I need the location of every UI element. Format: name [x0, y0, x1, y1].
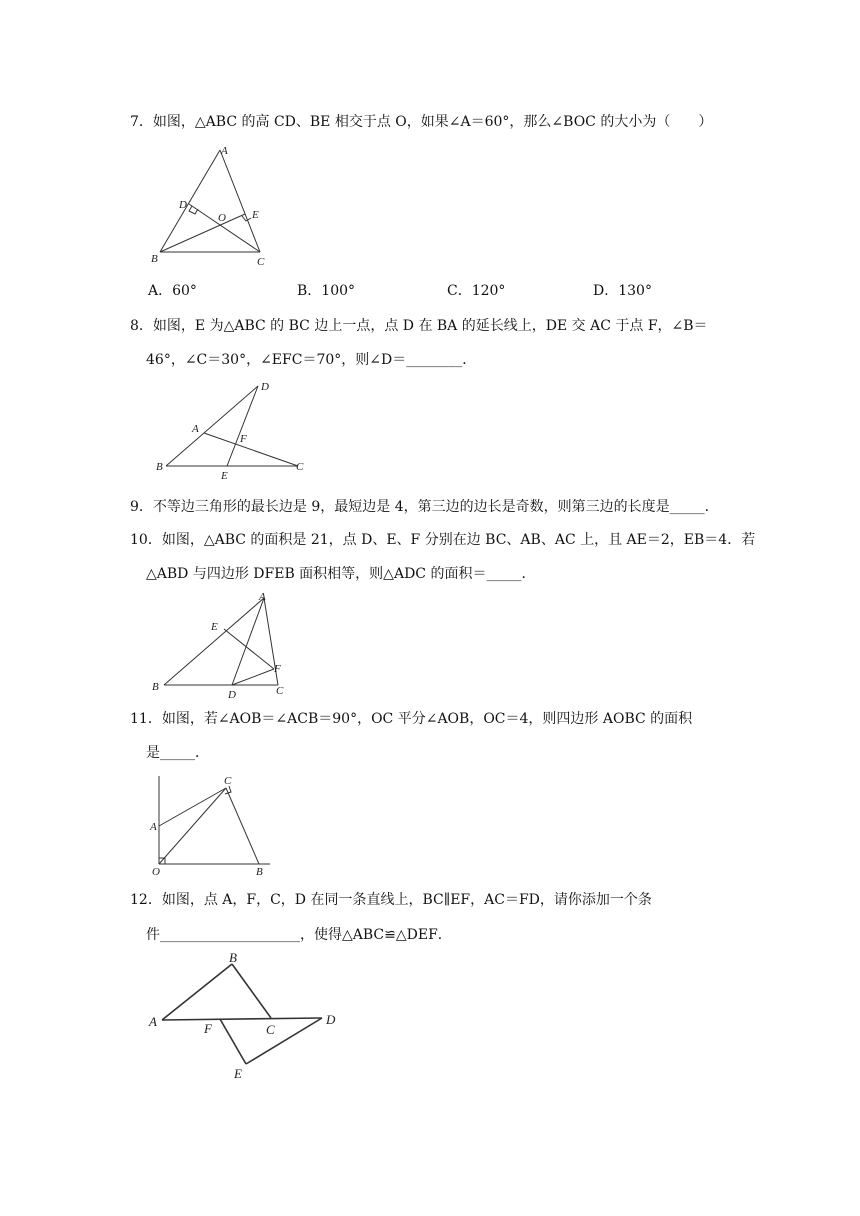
q7-choice-b[interactable]: B．100° — [297, 283, 356, 299]
q8-label-b: B — [156, 461, 163, 473]
q8-label-a: A — [192, 423, 199, 435]
q8-line-de — [227, 386, 258, 466]
q7-label-o: O — [218, 212, 226, 224]
q7-figure — [140, 138, 290, 274]
q9-text: 9．不等边三角形的最长边是 9，最短边是 4，第三边的边长是奇数，则第三边的长度是_____． — [130, 499, 719, 515]
q11-segment-oc — [159, 788, 226, 864]
q10-side-ab — [164, 598, 264, 685]
q7-side-ab — [160, 150, 220, 252]
q11-right-angle-c — [225, 786, 231, 794]
q8-text-line1: 8．如图，E 为△ABC 的 BC 边上一点，点 D 在 BA 的延长线上，DE 交 AC 于点 F，∠B＝ — [130, 318, 708, 334]
q10-label-a: A — [259, 591, 266, 603]
q10-text-line2: △ABD 与四边形 DFEB 面积相等，则△ADC 的面积＝_____． — [146, 566, 536, 582]
q10-label-d: D — [228, 689, 236, 700]
q8-label-f: F — [240, 433, 247, 445]
q12-label-c: C — [266, 1022, 275, 1037]
q7-label-d: D — [179, 199, 187, 211]
q11-text-line1: 11．如图，若∠AOB＝∠ACB＝90°，OC 平分∠AOB，OC＝4，则四边形 AOBC 的面积 — [130, 711, 693, 727]
q10-label-c: C — [276, 685, 284, 697]
q7-choice-d[interactable]: D．130° — [593, 283, 652, 299]
q11-text-line2: 是_____． — [146, 745, 209, 761]
q8-figure — [148, 378, 318, 488]
q11-segment-ac — [159, 788, 226, 826]
q8-text-line2: 46°，∠C＝30°，∠EFC＝70°，则∠D＝________． — [146, 352, 477, 368]
q8-line-bd — [166, 386, 258, 466]
q12-label-d: D — [326, 1012, 336, 1027]
q7-label-e: E — [252, 209, 259, 221]
q11-figure — [146, 772, 276, 884]
q12-label-a: A — [149, 1014, 157, 1029]
q12-text-line2: 件____________________，使得△ABC≌△DEF． — [146, 927, 452, 943]
q12-figure — [146, 950, 346, 1086]
q10-segment-df — [232, 669, 274, 685]
q8-label-d: D — [261, 381, 269, 393]
q7-side-ac — [220, 150, 260, 252]
q11-label-o: O — [152, 866, 160, 878]
q12-line-ad — [162, 1018, 322, 1020]
q10-segment-ef — [224, 629, 274, 669]
q7-choice-a[interactable]: A．60° — [148, 283, 197, 299]
q7-choice-c[interactable]: C．120° — [447, 283, 506, 299]
q11-label-a: A — [150, 821, 157, 833]
q11-label-b: B — [256, 866, 263, 878]
q10-label-b: B — [152, 681, 159, 693]
q8-side-ac — [204, 433, 298, 466]
q10-label-e: E — [211, 621, 218, 633]
q7-label-c: C — [257, 256, 265, 268]
q12-text-line1: 12．如图，点 A，F，C，D 在同一条直线上，BC∥EF，AC＝FD，请你添加一个条 — [130, 892, 652, 908]
q10-text-line1: 10．如图，△ABC 的面积是 21，点 D、E、F 分别在边 BC、AB、AC 上，且 AE＝2，EB＝4．若 — [130, 532, 756, 548]
q7-text: 7．如图，△ABC 的高 CD、BE 相交于点 O，如果∠A＝60°，那么∠BOC 的大小为（ ） — [130, 114, 713, 130]
q12-side-bc — [232, 964, 271, 1018]
q12-side-ed — [246, 1018, 322, 1064]
q10-label-f: F — [274, 663, 281, 675]
q8-label-e: E — [221, 470, 228, 482]
q7-label-a: A — [221, 145, 228, 157]
q12-side-fe — [220, 1019, 246, 1064]
q12-side-ab — [162, 964, 232, 1020]
q12-label-f: F — [204, 1021, 212, 1036]
q11-segment-cb — [226, 788, 259, 864]
q10-figure — [146, 590, 296, 704]
q11-label-c: C — [224, 775, 232, 787]
q12-label-b: B — [229, 950, 237, 965]
q8-label-c: C — [296, 461, 304, 473]
q12-label-e: E — [234, 1066, 242, 1081]
q7-label-b: B — [151, 253, 158, 265]
q10-segment-ad — [232, 598, 264, 685]
